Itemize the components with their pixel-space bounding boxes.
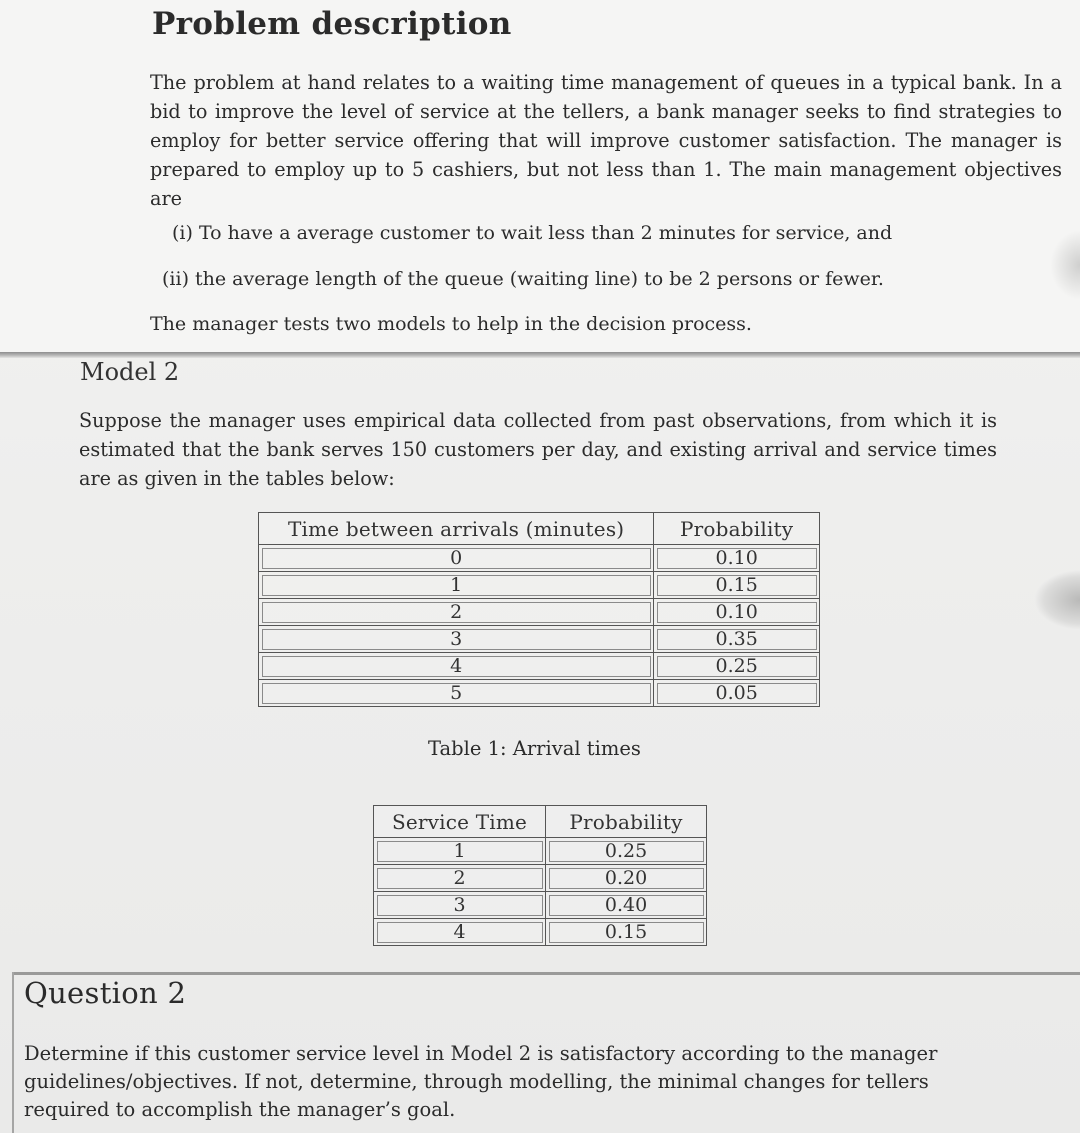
table-row [374,919,707,946]
table-header-row [374,806,707,838]
table-cell: 1 [259,572,654,599]
table-cell: 0.25 [546,838,707,865]
table-cell: 0.10 [654,545,820,572]
table-row [259,599,820,626]
table-cell: 4 [374,919,546,946]
table-cell: 5 [259,680,654,707]
table-cell: 4 [259,653,654,680]
column-header: Probability [546,806,707,838]
table-cell: 0.15 [546,919,707,946]
objective-2: (ii) the average length of the queue (waiting line) to be 2 persons or fewer. [162,268,884,290]
table-row [259,545,820,572]
problem-title: Problem description [152,6,512,42]
table-row [259,626,820,653]
objective-1: (i) To have a average customer to wait less than 2 minutes for service, and [172,222,893,244]
table-cell: 0.35 [654,626,820,653]
column-header: Service Time [374,806,546,838]
paper-tear [1034,570,1080,630]
lower-sheet-edge [12,972,1080,975]
table-cell: 0.15 [654,572,820,599]
table-cell: 0.10 [654,599,820,626]
model-paragraph: Suppose the manager uses empirical data collected from past observations, from which it is estimated that the bank serves 150 customers per day, and existing arrival and service times are as given in the tables below: [79,409,997,490]
table-row [374,892,707,919]
problem-closing: The manager tests two models to help in the decision process. [150,313,752,335]
table-cell: 3 [259,626,654,653]
table-row [259,572,820,599]
problem-paragraph: The problem at hand relates to a waiting time management of queues in a typical bank. In a bid to improve the level of service at the tellers, a bank manager seeks to find strategies to employ for better service offering that will improve customer satisfaction. The manager is prepared to employ up to 5 cashiers, but not less than 1. The main management objectives are [150,71,1062,210]
table-row [259,680,820,707]
question-title: Question 2 [24,976,187,1010]
table-row [259,653,820,680]
column-header: Probability [654,513,820,545]
arrival-times-table [258,512,820,707]
table-cell: 0.05 [654,680,820,707]
table-row [374,838,707,865]
table-cell: 0.40 [546,892,707,919]
table-cell: 0.25 [654,653,820,680]
paper-curl [1050,230,1080,300]
table-header-row [259,513,820,545]
model-title: Model 2 [80,358,180,386]
lower-sheet-left-edge [12,972,14,1133]
table-cell: 0.20 [546,865,707,892]
column-header: Time between arrivals (minutes) [259,513,654,545]
table-row [374,865,707,892]
table-cell: 0 [259,545,654,572]
table-cell: 3 [374,892,546,919]
table-cell: 2 [259,599,654,626]
question-paragraph: Determine if this customer service level in Model 2 is satisfactory according to the manager guidelines/objectives. If not, determine, through modelling, the minimal changes for tellers required to accomplish the manager’s goal. [24,1042,938,1121]
table-cell: 2 [374,865,546,892]
table-caption: Table 1: Arrival times [428,737,641,760]
table-cell: 1 [374,838,546,865]
service-times-table [373,805,707,946]
